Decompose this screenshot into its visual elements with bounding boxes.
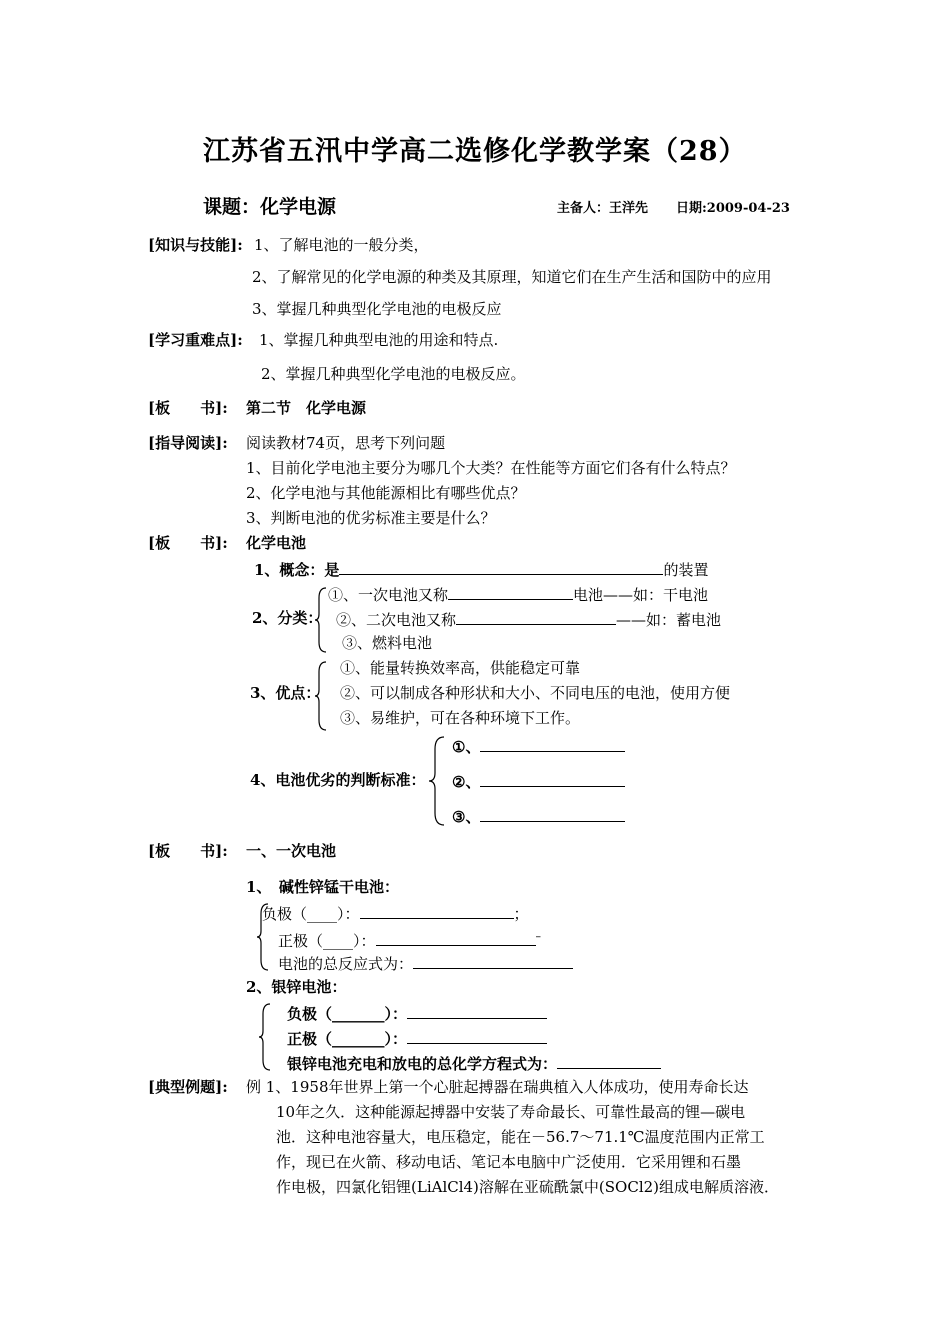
keypoints-item: 2、掌握几种典型化学电池的电极反应。 [261, 365, 526, 383]
classification-label: 2、分类： [252, 609, 323, 627]
keypoints-item: 1、掌握几种典型电池的用途和特点. [259, 331, 499, 349]
primary-battery-blank[interactable] [448, 583, 573, 600]
reading-label: [指导阅读]: [148, 434, 228, 452]
criteria-item-text: ②、 [452, 773, 481, 791]
silverzinc-heading: 2、银锌电池： [246, 978, 347, 996]
reading-question: 3、判断电池的优劣标准主要是什么？ [246, 509, 496, 527]
brace-icon [314, 660, 328, 732]
example-label: [典型例题]: [148, 1078, 228, 1096]
criteria-item-text: ①、 [452, 738, 481, 756]
advantage-item: ③、易维护，可在各种环境下工作。 [340, 709, 581, 727]
silverzinc-total [287, 1052, 661, 1074]
alkaline-total [278, 952, 573, 974]
total-reaction-label: 银锌电池充电和放电的总化学方程式为： [287, 1055, 558, 1073]
criteria-blank[interactable] [480, 735, 625, 752]
criteria-blank[interactable] [480, 770, 625, 787]
brace-icon [258, 1002, 272, 1072]
reaction-blank[interactable] [376, 929, 536, 946]
alkaline-heading: 1、 碱性锌锰干电池： [246, 878, 399, 896]
board-label: [板 书]: [148, 399, 228, 417]
reaction-blank[interactable] [413, 952, 573, 969]
concept-suffix: 的装置 [663, 561, 709, 579]
reading-intro: 阅读教材74页，思考下列问题 [246, 434, 446, 452]
silverzinc-positive [287, 1027, 547, 1049]
example-line: 作电极，四氯化铝锂(LiAlCl4)溶解在亚硫酰氯中(SOCl2)组成电解质溶液． [276, 1178, 780, 1196]
criteria-item [452, 770, 625, 792]
classification-item-text: ②、二次电池又称 [336, 611, 457, 629]
criteria-item [452, 805, 625, 827]
page-title: 江苏省五汛中学高二选修化学教学案（28） [203, 136, 747, 167]
knowledge-item: 2、了解常见的化学电源的种类及其原理，知道它们在生产生活和国防中的应用 [252, 268, 772, 286]
criteria-item [452, 735, 625, 757]
classification-item [336, 608, 721, 630]
preparer: 主备人：王洋先 [557, 201, 649, 216]
criteria-blank[interactable] [480, 805, 625, 822]
total-reaction-label: 电池的总反应式为： [278, 955, 414, 973]
knowledge-item: 1、了解电池的一般分类， [254, 236, 429, 254]
reaction-blank[interactable] [360, 902, 514, 919]
alkaline-positive [278, 927, 541, 951]
electrode-label: 负极（_______）： [287, 1005, 408, 1023]
silverzinc-negative [287, 1002, 547, 1024]
board-text: 化学电池 [246, 534, 307, 552]
board-text: 一、一次电池 [246, 842, 337, 860]
example-line: 10年之久．这种能源起搏器中安装了寿命最长、可靠性最高的锂—碳电 [276, 1103, 746, 1121]
alkaline-negative [262, 902, 529, 924]
superscript-mark: – [535, 930, 542, 943]
electrode-label: 正极（_______）： [287, 1030, 408, 1048]
classification-item-text: ——如：蓄电池 [616, 611, 722, 629]
brace-icon [314, 586, 328, 654]
board-text: 第二节 化学电源 [246, 399, 367, 417]
reading-question: 1、目前化学电池主要分为哪几个大类？在性能等方面它们各有什么特点？ [246, 459, 736, 477]
punctuation: ； [513, 905, 529, 923]
secondary-battery-blank[interactable] [456, 608, 616, 625]
criteria-label: 4、电池优劣的判断标准： [250, 771, 426, 789]
classification-item-text: ①、一次电池又称 [328, 586, 449, 604]
criteria-item-text: ③、 [452, 808, 481, 826]
topic: 课题：化学电源 [203, 196, 337, 218]
keypoints-label: [学习重难点]: [148, 331, 243, 349]
concept-label: 1、概念：是 [254, 561, 340, 579]
classification-item: ③、燃料电池 [342, 634, 433, 652]
brace-icon [428, 735, 446, 827]
example-line: 作，现已在火箭、移动电话、笔记本电脑中广泛使用．它采用锂和石墨 [276, 1153, 742, 1171]
date: 日期:2009-04-23 [676, 201, 790, 216]
classification-item-text: 电池——如：干电池 [573, 586, 709, 604]
knowledge-label: [知识与技能]: [148, 236, 243, 254]
reaction-blank[interactable] [407, 1027, 547, 1044]
board-label: [板 书]: [148, 534, 228, 552]
concept-blank[interactable] [339, 558, 663, 575]
reaction-blank[interactable] [407, 1002, 547, 1019]
advantage-item: ①、能量转换效率高，供能稳定可靠 [340, 659, 581, 677]
reading-question: 2、化学电池与其他能源相比有哪些优点？ [246, 484, 526, 502]
advantages-label: 3、优点： [250, 684, 321, 702]
knowledge-item: 3、掌握几种典型化学电池的电极反应 [252, 300, 502, 318]
advantage-item: ②、可以制成各种形状和大小、不同电压的电池，使用方便 [340, 684, 731, 702]
concept-line [254, 558, 708, 580]
electrode-label: 负极（____）： [262, 905, 360, 923]
board-label: [板 书]: [148, 842, 228, 860]
example-line: 例 1、1958年世界上第一个心脏起搏器在瑞典植入人体成功，使用寿命长达 [246, 1078, 749, 1096]
electrode-label: 正极（____）： [278, 932, 376, 950]
example-line: 池．这种电池容量大，电压稳定，能在－56.7～71.1℃温度范围内正常工 [276, 1128, 765, 1146]
reaction-blank[interactable] [557, 1052, 661, 1069]
classification-item [328, 583, 708, 605]
